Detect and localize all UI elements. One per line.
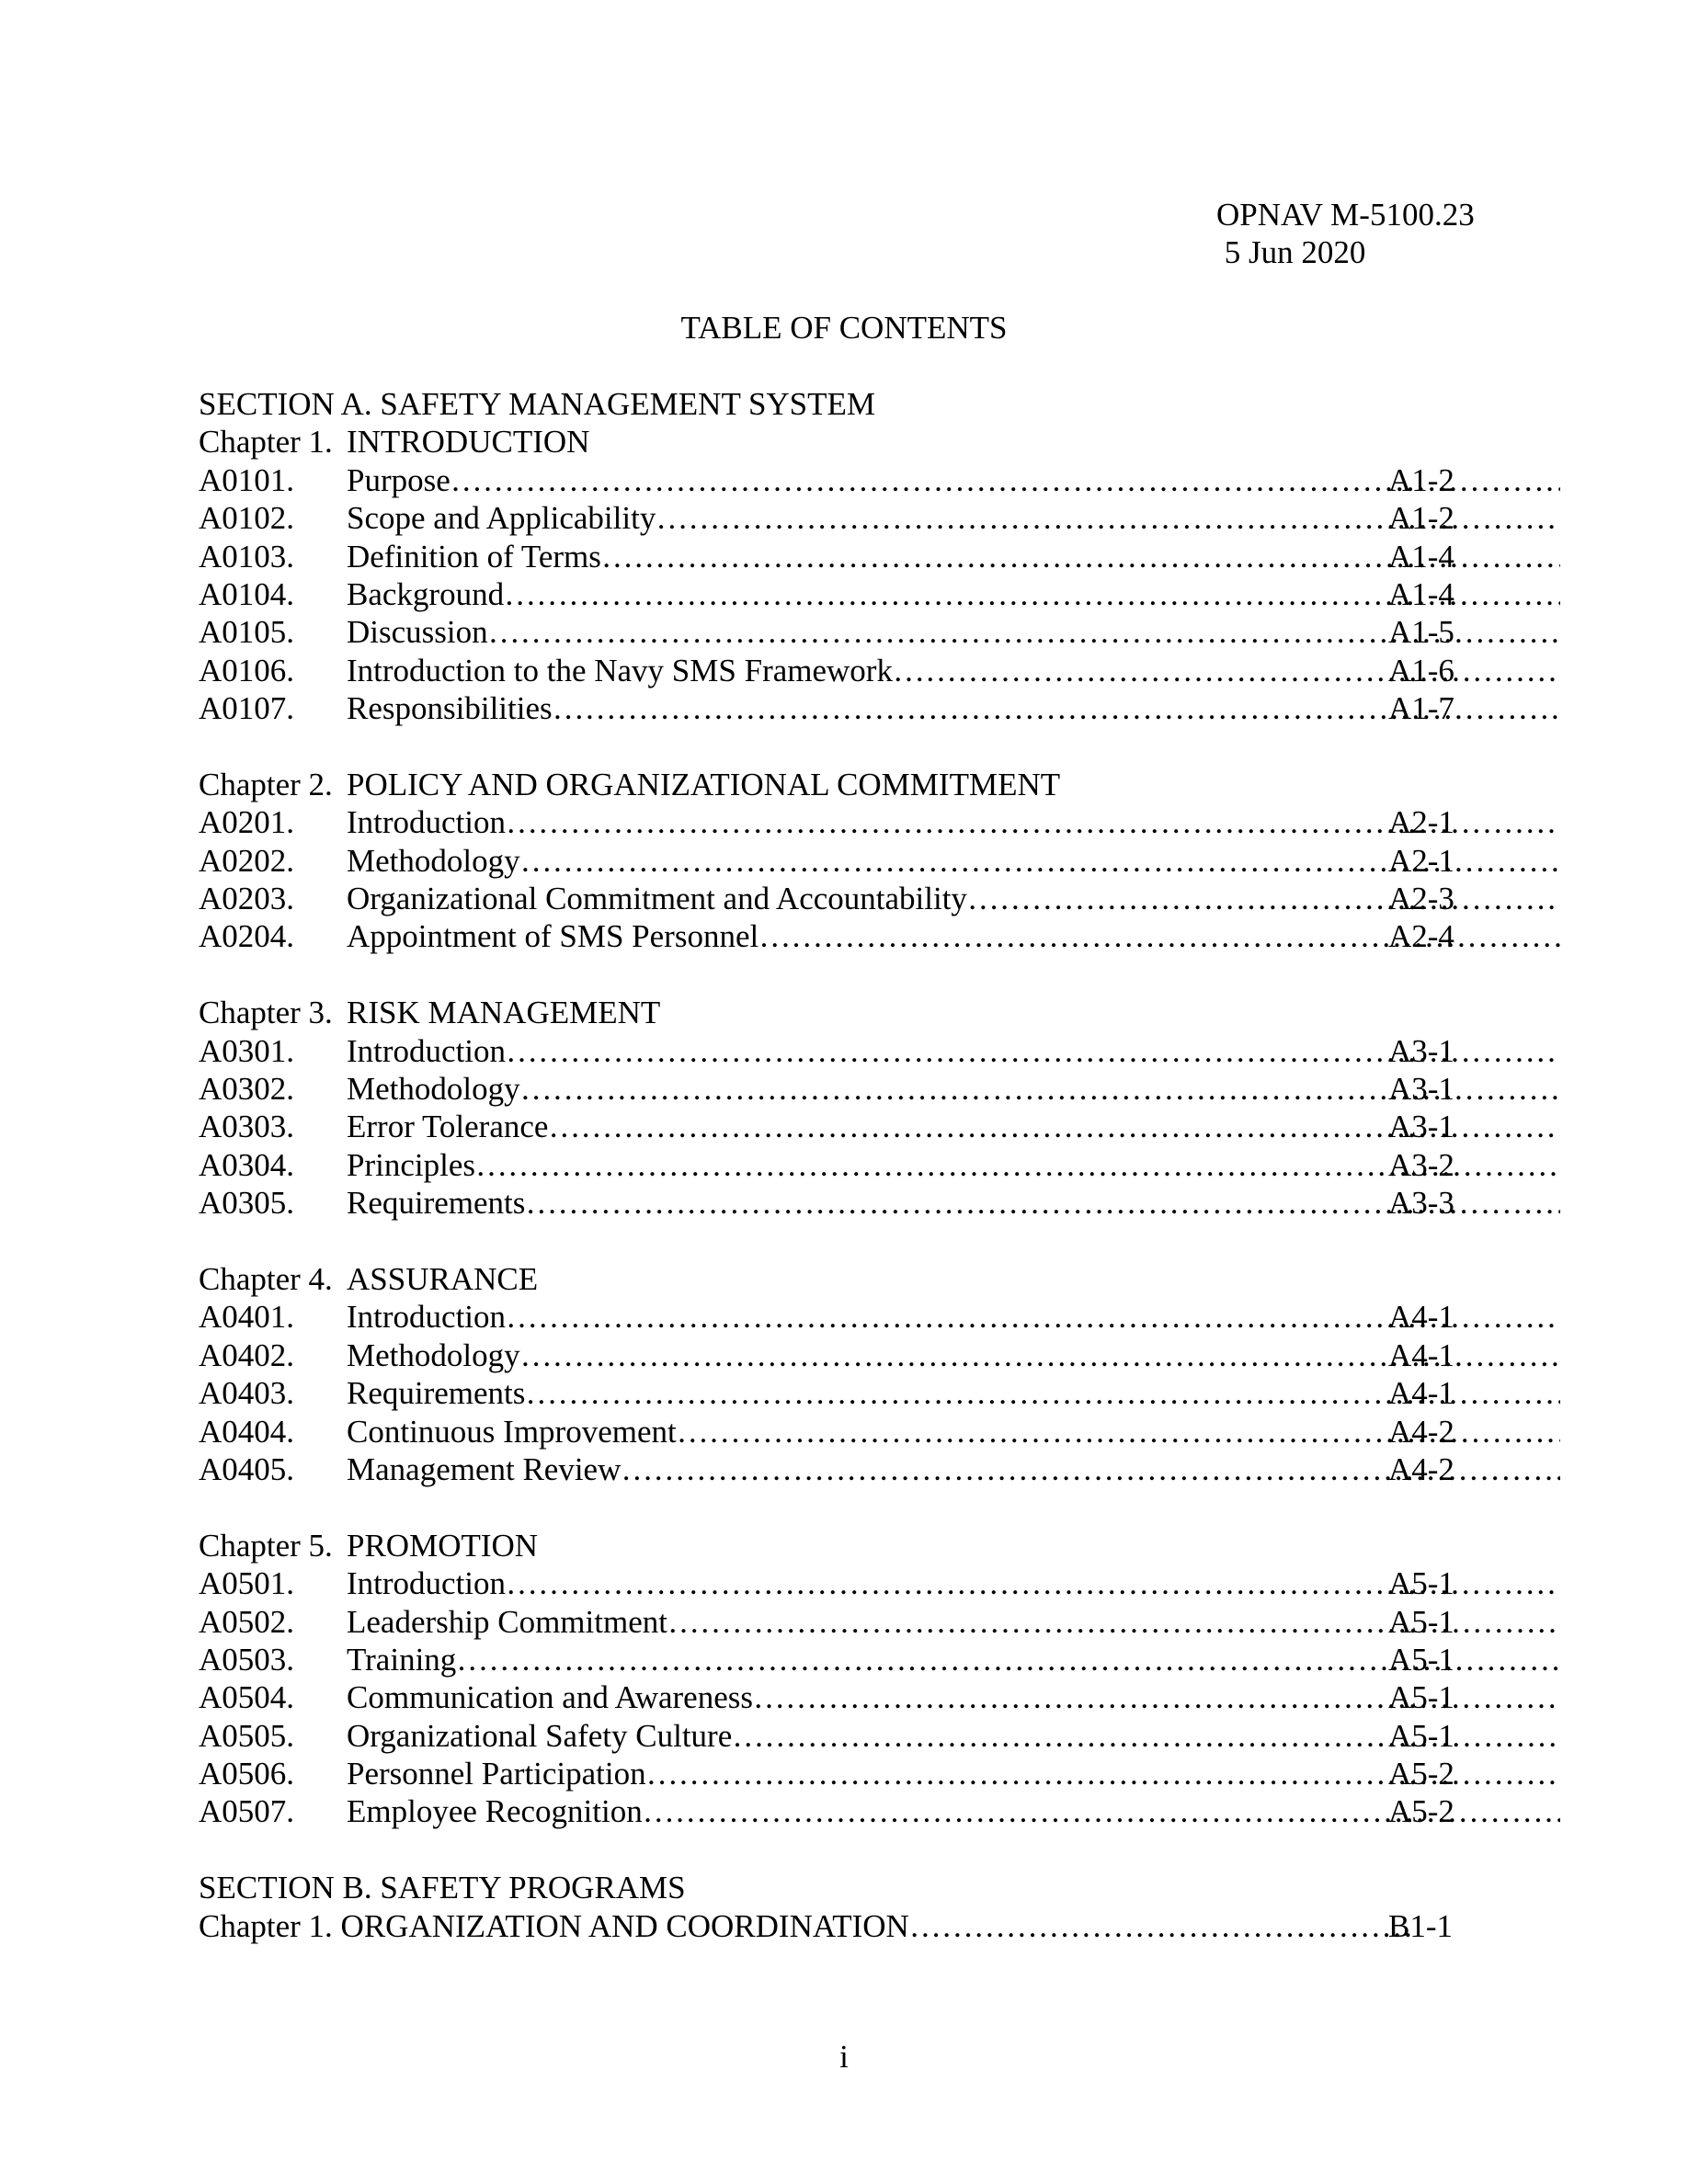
chapter-label: Chapter 4. [199, 1260, 333, 1297]
entry-title: Introduction [347, 1565, 507, 1602]
entry-title-with-leader [347, 613, 1560, 651]
entry-page: A5-1 [1388, 1603, 1454, 1640]
chapter-title: ASSURANCE [347, 1260, 539, 1297]
entry-number: A0105. [199, 614, 295, 651]
section-heading: SECTION A. SAFETY MANAGEMENT SYSTEM [199, 386, 876, 422]
entry-title: Management Review [347, 1450, 622, 1487]
entry-number: A0102. [199, 500, 295, 537]
entry-page: A5-1 [1388, 1679, 1454, 1716]
entry-page: A2-4 [1388, 918, 1454, 955]
dot-leader [967, 880, 1560, 917]
entry-number: A0507. [199, 1793, 295, 1830]
toc-title: TABLE OF CONTENTS [680, 310, 1008, 346]
entry-number: A0506. [199, 1756, 295, 1792]
entry-number: A0303. [199, 1109, 295, 1145]
entry-title: Requirements [347, 1185, 526, 1222]
entry-title: Organizational Safety Culture [347, 1717, 733, 1754]
entry-page: A1-7 [1388, 690, 1454, 727]
entry-page: A2-1 [1388, 842, 1454, 879]
entry-title-with-leader [347, 880, 1560, 917]
document-date: 5 Jun 2020 [1216, 234, 1366, 270]
entry-title-with-leader [347, 842, 1560, 880]
toc-entry [199, 1374, 1458, 1412]
entry-page: A2-1 [1388, 804, 1454, 841]
entry-title-with-leader [347, 1298, 1560, 1336]
chapter-label: Chapter 3. [199, 995, 333, 1031]
document-number: OPNAV M-5100.23 [1216, 197, 1475, 233]
entry-page: A3-3 [1388, 1185, 1454, 1222]
entry-title-with-leader [347, 1070, 1560, 1108]
toc-entry [199, 1678, 1458, 1716]
entry-title: Background [347, 575, 505, 612]
entry-page: A1-5 [1388, 614, 1454, 651]
entry-number: A0204. [199, 918, 295, 955]
entry-number: A0203. [199, 881, 295, 917]
entry-number: A0402. [199, 1337, 295, 1373]
entry-title: Introduction [347, 804, 507, 841]
entry-title: Introduction to the Navy SMS Framework [347, 652, 893, 688]
entry-title-with-leader [347, 1450, 1560, 1488]
toc-entry [199, 1792, 1458, 1830]
page-number: i [839, 2039, 849, 2075]
entry-page: A5-2 [1388, 1793, 1454, 1830]
toc-entry [199, 1337, 1458, 1374]
entry-title-with-leader [347, 1374, 1560, 1412]
chapter-heading [199, 766, 1458, 803]
entry-title: Methodology [347, 1337, 520, 1373]
entry-title: Chapter 1. ORGANIZATION AND COORDINATION [199, 1907, 909, 1944]
entry-number: A0504. [199, 1679, 295, 1716]
toc-entry [199, 803, 1458, 841]
entry-number: A0502. [199, 1603, 295, 1640]
toc-entry [199, 1907, 1458, 1945]
toc-entry [199, 538, 1458, 575]
entry-title-with-leader [347, 1184, 1560, 1222]
spacer [199, 956, 1458, 994]
entry-title: Appointment of SMS Personnel [347, 918, 759, 955]
chapter-title: PROMOTION [347, 1527, 539, 1564]
entry-number: A0101. [199, 461, 295, 498]
entry-number: A0107. [199, 690, 295, 727]
entry-number: A0202. [199, 842, 295, 879]
spacer [199, 1488, 1458, 1526]
chapter-heading [199, 1527, 1458, 1564]
entry-title: Training [347, 1641, 457, 1678]
spacer [199, 728, 1458, 766]
entry-title-with-leader [347, 652, 1560, 689]
chapter-title: RISK MANAGEMENT [347, 995, 661, 1031]
toc-entry [199, 880, 1458, 917]
chapter-heading [199, 994, 1458, 1031]
toc-entry [199, 1755, 1458, 1792]
toc-entry [199, 613, 1458, 651]
document-header [1216, 196, 1475, 271]
entry-number: A0305. [199, 1185, 295, 1222]
entry-number: A0404. [199, 1413, 295, 1450]
entry-title-with-leader [347, 689, 1560, 727]
entry-title-with-leader [347, 1108, 1560, 1145]
toc-entry [199, 461, 1458, 499]
entry-title: Responsibilities [347, 690, 553, 727]
entry-title-with-leader [347, 575, 1560, 613]
entry-number: A0103. [199, 538, 295, 574]
entry-title: Error Tolerance [347, 1109, 549, 1145]
toc-entry [199, 1450, 1458, 1488]
entry-title-with-leader [347, 538, 1560, 575]
entry-title-with-leader [347, 1032, 1560, 1070]
entry-page: A3-1 [1388, 1071, 1454, 1108]
toc-entry [199, 1641, 1458, 1678]
toc-entry [199, 1070, 1458, 1108]
entry-title: Methodology [347, 1071, 520, 1108]
entry-page: A4-1 [1388, 1299, 1454, 1336]
entry-title: Communication and Awareness [347, 1679, 753, 1716]
entry-title-with-leader [347, 1678, 1560, 1716]
entry-page: A5-1 [1388, 1565, 1454, 1602]
chapter-label: Chapter 5. [199, 1527, 333, 1564]
entry-title-with-leader [199, 1907, 1412, 1945]
entry-title-with-leader [347, 1603, 1560, 1641]
entry-title: Personnel Participation [347, 1756, 646, 1792]
chapter-heading [199, 1260, 1458, 1298]
entry-page: A1-2 [1388, 500, 1454, 537]
toc-entry [199, 1146, 1458, 1184]
entry-number: A0106. [199, 652, 295, 688]
spacer [199, 1223, 1458, 1260]
entry-title-with-leader [347, 803, 1560, 841]
entry-number: A0401. [199, 1299, 295, 1336]
toc-entry [199, 1564, 1458, 1602]
entry-number: A0503. [199, 1641, 295, 1678]
entry-page: A1-6 [1388, 652, 1454, 688]
entry-title-with-leader [347, 461, 1560, 499]
entry-title: Methodology [347, 842, 520, 879]
entry-number: A0104. [199, 575, 295, 612]
entry-title-with-leader [347, 1146, 1560, 1184]
toc-entry [199, 575, 1458, 613]
entry-title: Scope and Applicability [347, 500, 656, 537]
entry-page: A5-1 [1388, 1641, 1454, 1678]
entry-title-with-leader [347, 1755, 1560, 1792]
entry-number: A0301. [199, 1032, 295, 1069]
dot-leader [893, 652, 1560, 689]
entry-page: A3-1 [1388, 1032, 1454, 1069]
chapter-heading [199, 423, 1458, 461]
entry-number: A0201. [199, 804, 295, 841]
toc-entry [199, 1603, 1458, 1641]
toc-entry [199, 1413, 1458, 1450]
entry-title-with-leader [347, 1792, 1560, 1830]
entry-page: A3-2 [1388, 1146, 1454, 1183]
entry-number: A0505. [199, 1717, 295, 1754]
chapter-title: INTRODUCTION [347, 424, 590, 461]
entry-page: A1-4 [1388, 575, 1454, 612]
entry-title: Introduction [347, 1032, 507, 1069]
entry-page: B1-1 [1388, 1907, 1453, 1944]
entry-title: Requirements [347, 1375, 526, 1412]
entry-title: Definition of Terms [347, 538, 601, 574]
chapter-label: Chapter 2. [199, 766, 333, 802]
entry-page: A1-2 [1388, 461, 1454, 498]
dot-leader [909, 1907, 1412, 1945]
entry-title-with-leader [347, 1717, 1560, 1755]
entry-page: A4-1 [1388, 1375, 1454, 1412]
toc-entry [199, 1298, 1458, 1336]
entry-number: A0302. [199, 1071, 295, 1108]
entry-title: Employee Recognition [347, 1793, 643, 1830]
entry-title: Leadership Commitment [347, 1603, 667, 1640]
entry-title-with-leader [347, 1641, 1560, 1678]
entry-number: A0403. [199, 1375, 295, 1412]
chapter-title: POLICY AND ORGANIZATIONAL COMMITMENT [347, 766, 1061, 802]
entry-title: Purpose [347, 461, 451, 498]
spacer [199, 1831, 1458, 1869]
toc-entry [199, 1717, 1458, 1755]
entry-number: A0304. [199, 1146, 295, 1183]
entry-page: A2-3 [1388, 881, 1454, 917]
toc-entry [199, 917, 1458, 955]
entry-title-with-leader [347, 917, 1560, 955]
entry-title-with-leader [347, 499, 1560, 537]
entry-page: A4-1 [1388, 1337, 1454, 1373]
toc-entry [199, 499, 1458, 537]
entry-page: A4-2 [1388, 1450, 1454, 1487]
toc-entry [199, 689, 1458, 727]
entry-title: Continuous Improvement [347, 1413, 677, 1450]
entry-number: A0405. [199, 1450, 295, 1487]
entry-page: A1-4 [1388, 538, 1454, 574]
entry-page: A5-1 [1388, 1717, 1454, 1754]
chapter-label: Chapter 1. [199, 424, 333, 461]
entry-title-with-leader [347, 1564, 1560, 1602]
toc-entry [199, 1108, 1458, 1145]
entry-page: A5-2 [1388, 1756, 1454, 1792]
entry-title: Principles [347, 1146, 475, 1183]
entry-title: Discussion [347, 614, 488, 651]
toc-entry [199, 842, 1458, 880]
entry-title-with-leader [347, 1337, 1560, 1374]
entry-title: Introduction [347, 1299, 507, 1336]
entry-title: Organizational Commitment and Accountability [347, 881, 967, 917]
toc-entry [199, 1032, 1458, 1070]
entry-title-with-leader [347, 1413, 1560, 1450]
entry-number: A0501. [199, 1565, 295, 1602]
entry-page: A3-1 [1388, 1109, 1454, 1145]
entry-page: A4-2 [1388, 1413, 1454, 1450]
section-heading: SECTION B. SAFETY PROGRAMS [199, 1870, 686, 1906]
toc-entry [199, 652, 1458, 689]
table-of-contents [199, 385, 1458, 1945]
toc-entry [199, 1184, 1458, 1222]
